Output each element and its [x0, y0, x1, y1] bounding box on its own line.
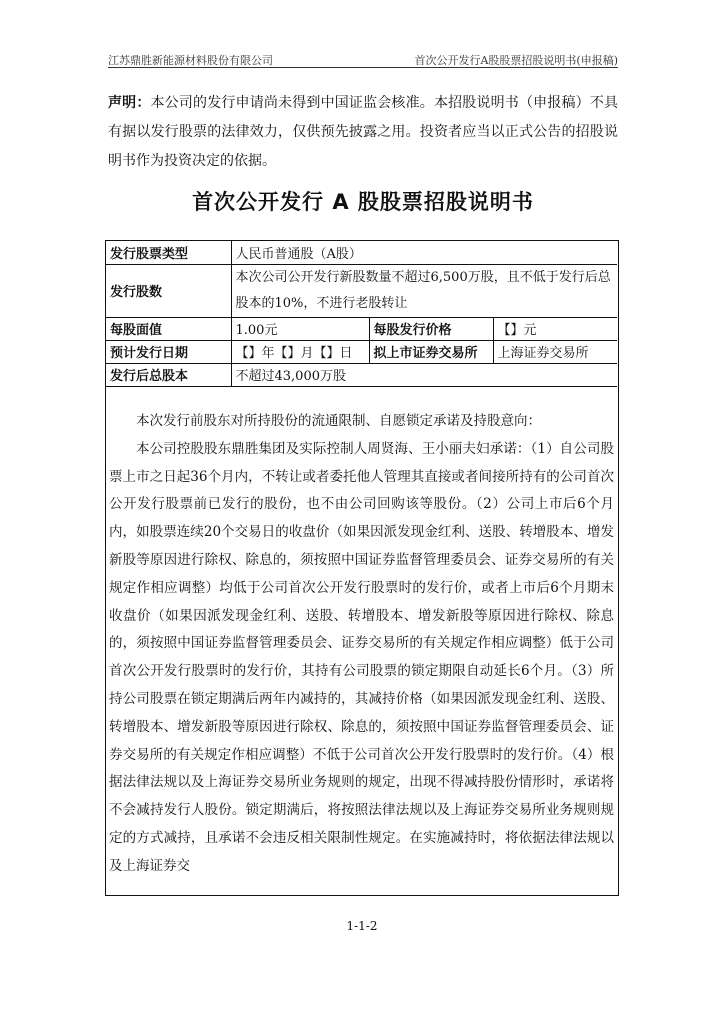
shares-value: 本次公司公开发行新股数量不超过6,500万股，且不低于发行后总股本的10%，不进行老股转让: [231, 264, 617, 317]
header-company: 江苏鼎胜新能源材料股份有限公司: [108, 54, 273, 67]
lockup-commitment-text: [106, 408, 617, 881]
price-value: 【】元: [493, 317, 617, 340]
type-value: 人民币普通股（A股）: [231, 241, 617, 264]
date-label: 预计发行日期: [106, 340, 231, 363]
par-value: 1.00元: [231, 317, 369, 340]
paragraph-intro: 本次发行前股东对所持股份的流通限制、自愿锁定承诺及持股意向：: [136, 413, 541, 429]
total-shares-label: 发行后总股本: [106, 363, 231, 386]
table-row: [106, 363, 617, 386]
disclaimer-text: 本公司的发行申请尚未得到中国证监会核准。本招股说明书（申报稿）不具有据以发行股票的法律效力，仅供预先披露之用。投资者应当以正式公告的招股说明书作为投资决定的依据。: [108, 95, 618, 169]
document-title: 首次公开发行 A 股股票招股说明书: [192, 190, 534, 214]
header-document-title: 首次公开发行A股股票招股说明书(申报稿): [414, 54, 618, 67]
paragraph-commitment: 本公司控股股东鼎胜集团及实际控制人周贤海、王小丽夫妇承诺：（1）自公司股票上市之日起36个月内，不转让或者委托他人管理其直接或者间接所持有的公司首次公开发行股票前已发行的股份，也不由公司回购该等股份。（2）公司上市后6个月内，如股票连续20个交易日的收盘价（如果因派发现金红利、送股、转增股本、增发新股等原因进行除权、除息的，须按照中国证券监督管理委员会、证券交易所的有关规定作相应调整）均低于公司首次公开发行股票时的发行价，或者上市后6个月期末收盘价（如果因派发现金红利、送股、转增股本、增发新股等原因进行除权、除息的，须按照中国证券监督管理委员会、证券交易所的有关规定作相应调整）低于公司首次公开发行股票时的发行价，其持有公司股票的锁定期限自动延长6个月。（3）所持公司股票在锁定期满后两年内减持的，其减持价格（如果因派发现金红利、送股、转增股本、增发新股等原因进行除权、除息的，须按照中国证券监督管理委员会、证券交易所的有关规定作相应调整）不低于公司首次公开发行股票时的发行价。（4）根据法律法规以及上海证券交易所业务规则的规定，出现不得减持股份情形时，承诺将不会减持发行人股份。锁定期满后，将按照法律法规以及上海证券交易所业务规则规定的方式减持，且承诺不会违反相关限制性规定。在实施减持时，将依据法律法规以及上海证券交: [109, 440, 614, 874]
table-row: [106, 317, 617, 340]
table-row: [106, 241, 617, 264]
offering-info-table: [106, 241, 617, 387]
offering-summary-box: [105, 240, 619, 896]
table-row: [106, 264, 617, 317]
page-number: 1-1-2: [346, 919, 378, 933]
price-label: 每股发行价格: [369, 317, 493, 340]
running-header: [108, 48, 618, 68]
total-shares-value: 不超过43,000万股: [231, 363, 617, 386]
exchange-value: 上海证券交易所: [493, 340, 617, 363]
table-row: [106, 340, 617, 363]
disclaimer-label: 声明：: [108, 95, 151, 111]
exchange-label: 拟上市证券交易所: [369, 340, 493, 363]
shares-label: 发行股数: [106, 264, 231, 317]
date-value: 【】年【】月【】日: [231, 340, 369, 363]
par-value-label: 每股面值: [106, 317, 231, 340]
type-label: 发行股票类型: [106, 241, 231, 264]
disclaimer: [108, 89, 618, 176]
